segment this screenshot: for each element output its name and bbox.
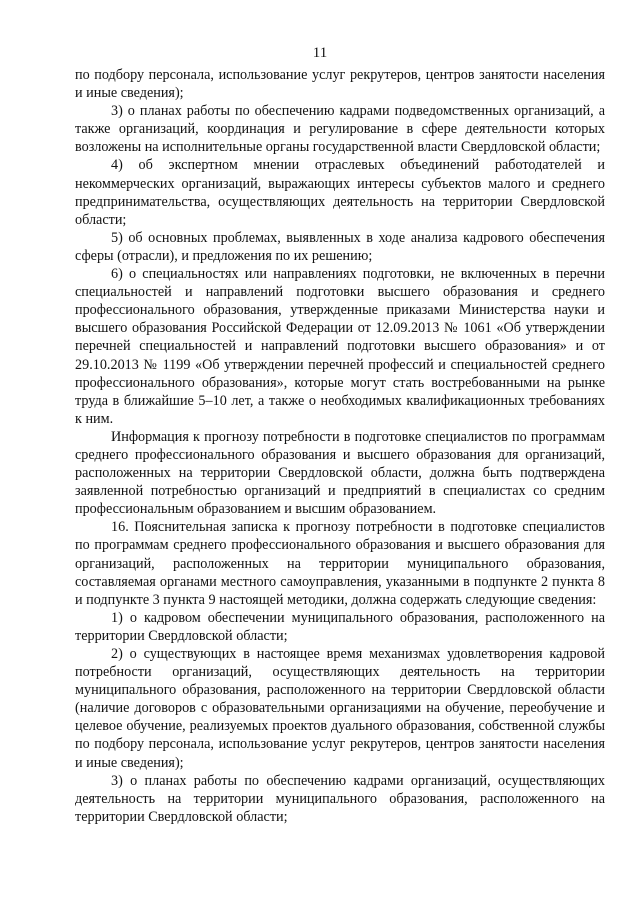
paragraph-4: 5) об основных проблемах, выявленных в ходе анализа кадрового обеспечения сферы (отрасли), и предложения по их решению; [75, 229, 605, 264]
page-number: 11 [312, 45, 328, 61]
paragraph-9: 2) о существующих в настоящее время механизмах удовлетворения кадровой потребности организаций, осуществляющих деятельность на территории муниципального образования, расположенного на территории Свердловской области (наличие договоров с образовательными организациями на обучение, переобучение и целевое обучение, реализуемых проектов дуального образования, собственной службы по подбору персонала, использование услуг рекрутеров, центров занятости населения и иные сведения); [75, 646, 605, 771]
paragraph-2: 3) о планах работы по обеспечению кадрами подведомственных организаций, а также организаций, координация и регулирование в сфере деятельности которых возложены на исполнительные органы государственной власти Свердловской области; [75, 103, 605, 156]
paragraph-5: 6) о специальностях или направлениях подготовки, не включенных в перечни специальностей и направлений подготовки высшего образования и среднего профессионального образования, утвержденные приказами Министерства науки и высшего образования Российской Федерации от 12.09.2013 № 1061 «Об утверждении перечней специальностей и направлений подготовки высшего образования» и от 29.10.2013 № 1199 «Об утверждении перечней профессий и специальностей среднего профессионального образования», которые могут стать востребованными на рынке труда в ближайшие 5–10 лет, а также о необходимых квалификационных требованиях к ним. [75, 266, 605, 427]
paragraph-7: 16. Пояснительная записка к прогнозу потребности в подготовке специалистов по программам среднего профессионального образования и высшего образования для организаций, расположенных на территории муниципального образования, составляемая органами местного самоуправления, указанными в подпункте 2 пункта 8 и подпункте 3 пункта 9 настоящей методики, должна содержать следующие сведения: [75, 519, 605, 608]
paragraph-8: 1) о кадровом обеспечении муниципального образования, расположенного на территории Свердловской области; [75, 609, 605, 644]
paragraph-10: 3) о планах работы по обеспечению кадрами организаций, осуществляющих деятельность на территории муниципального образования, расположенного на территории Свердловской области; [75, 772, 605, 825]
paragraph-6: Информация к прогнозу потребности в подготовке специалистов по программам среднего профессионального образования и высшего образования для организаций, расположенных на территории Свердловской области, должна быть подтверждена заявленной потребностью организаций и предприятий в специалистах со средним профессиональным образованием и высшим образованием. [75, 428, 605, 518]
paragraph-3: 4) об экспертном мнении отраслевых объединений работодателей и некоммерческих организаций, выражающих интересы субъектов малого и среднего предпринимательства, осуществляющих деятельность на территории Свердловской области; [75, 157, 605, 228]
document-body [75, 66, 605, 826]
paragraph-1: по подбору персонала, использование услуг рекрутеров, центров занятости населения и иные сведения); [75, 67, 605, 102]
